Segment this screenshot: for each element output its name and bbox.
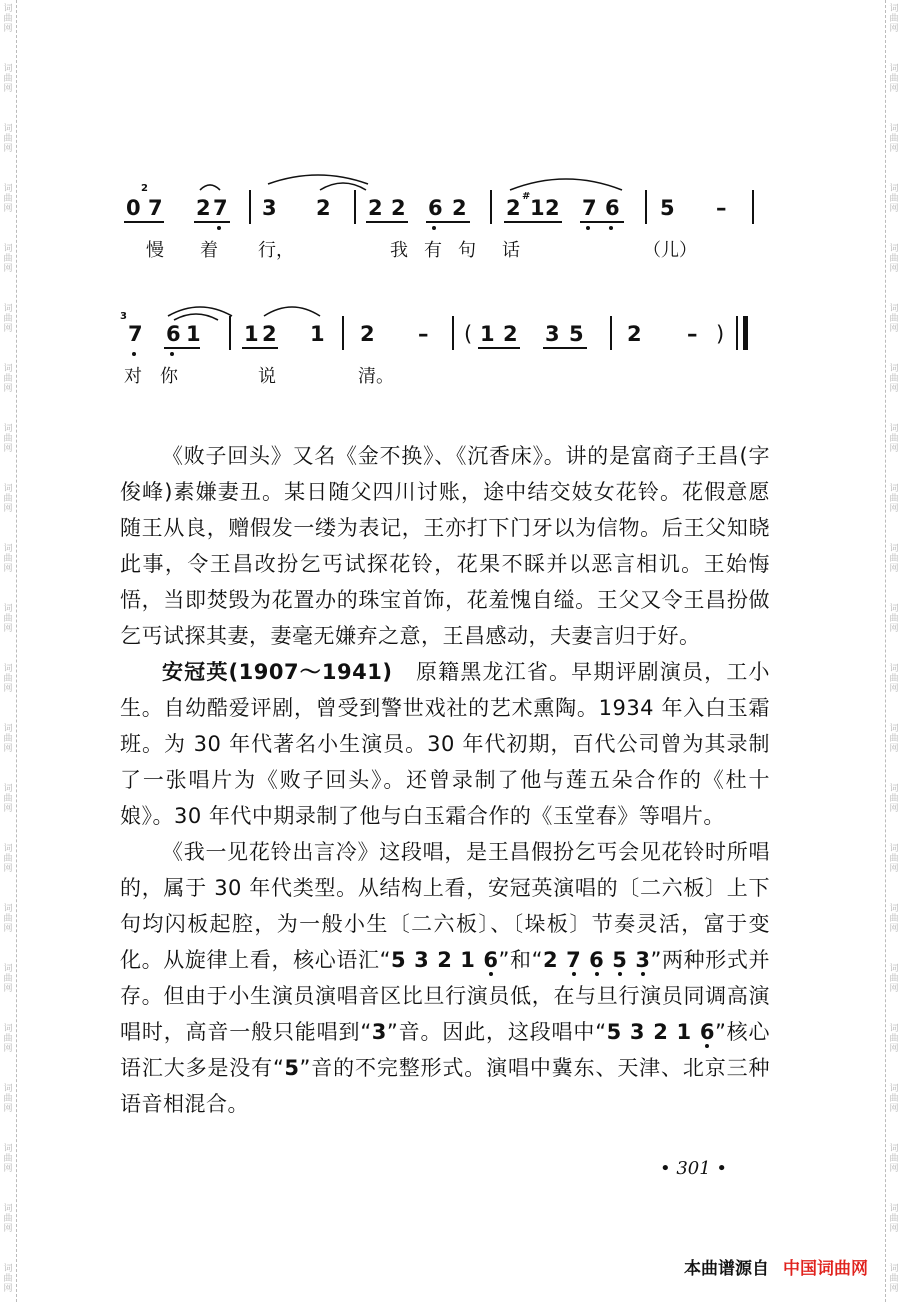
watermark-mark: 词 曲 网 <box>3 604 13 634</box>
watermark-mark: 词 曲 网 <box>889 664 899 694</box>
watermark-mark: 词 曲 网 <box>3 904 13 934</box>
watermark-mark: 词 曲 网 <box>889 184 899 214</box>
source-label: 本曲谱源自 <box>684 1259 769 1279</box>
note: 3 <box>635 948 651 972</box>
note-low <box>566 948 581 972</box>
paragraph-biography <box>120 654 770 834</box>
watermark-mark: 词 曲 网 <box>3 664 13 694</box>
article-body <box>120 438 770 1122</box>
low-dot <box>641 972 645 976</box>
lyric: 你 <box>160 366 178 387</box>
watermark-mark: 词 曲 网 <box>3 1204 13 1234</box>
note: 1 <box>676 1020 692 1044</box>
lyric: 句 <box>458 240 476 261</box>
note-5: 5 <box>284 1056 300 1080</box>
lyric: 有 <box>424 240 442 261</box>
lyric: 着 <box>200 240 218 261</box>
note: 2 <box>653 1020 669 1044</box>
note: 3 <box>629 1020 646 1044</box>
watermark-mark: 词 曲 网 <box>3 244 13 274</box>
note: 7 <box>566 948 582 972</box>
motif-1 <box>391 948 498 972</box>
lyric: （儿） <box>643 240 697 261</box>
motif-1-repeat <box>607 1020 715 1044</box>
analysis-text: ”音的不完整形式。演唱中冀东、天津、北京三种语音相混合。 <box>120 1056 770 1116</box>
note: 5 <box>606 1020 622 1044</box>
watermark-mark: 词 曲 网 <box>3 544 13 574</box>
note-low <box>700 1020 715 1044</box>
watermark-mark: 词 曲 网 <box>3 124 13 154</box>
footer-credit <box>684 1254 868 1279</box>
watermark-mark: 词 曲 网 <box>3 784 13 814</box>
watermark-mark: 词 曲 网 <box>889 1204 899 1234</box>
lyric: 慢 <box>146 240 164 261</box>
watermark-mark: 词 曲 网 <box>3 484 13 514</box>
lyric: 我 <box>390 240 408 261</box>
watermark-mark: 词 曲 网 <box>3 1264 13 1294</box>
watermark-mark: 词 曲 网 <box>889 244 899 274</box>
note: 5 <box>391 948 407 972</box>
motif-2 <box>543 948 650 972</box>
watermark-mark: 词 曲 网 <box>3 424 13 454</box>
watermark-mark: 词 曲 网 <box>889 124 899 154</box>
lyric: 行， <box>258 240 294 261</box>
note: 5 <box>612 948 628 972</box>
watermark-mark: 词 曲 网 <box>889 64 899 94</box>
watermark-mark: 词 曲 网 <box>3 1084 13 1114</box>
note: 3 <box>414 948 430 972</box>
note-low <box>483 948 498 972</box>
watermark-mark: 词 曲 网 <box>889 1024 899 1054</box>
watermark-mark: 词 曲 网 <box>889 484 899 514</box>
low-dot <box>489 972 493 976</box>
analysis-text: 《我一见花铃出言冷》这段唱，是王昌假扮乞丐会见花铃时所唱的，属于 30 年代类型。从结构上看，安冠英演唱的〔二六板〕上下句均闪板起腔，为一般小生〔二六板〕、〔垛板〕节奏灵活，富于变化。从旋律上看，核心语汇“ <box>120 840 770 972</box>
watermark-mark: 词 曲 网 <box>3 4 13 34</box>
watermark-mark: 词 曲 网 <box>3 304 13 334</box>
watermark-mark: 词 曲 网 <box>889 784 899 814</box>
biography-text: 原籍黑龙江省。早期评剧演员，工小生。自幼酷爱评剧，曾受到警世戏社的艺术熏陶。1934 年入白玉霜班。为 30 年代著名小生演员。30 年代初期，百代公司曾为其录制了一张唱片为《败子回头》。还曾录制了他与莲五朵合作的《杜十娘》。30 年代中期录制了他与白玉霜合作的《玉堂春》等唱片。 <box>120 660 771 828</box>
watermark-mark: 词 曲 网 <box>889 424 899 454</box>
watermark-mark: 词 曲 网 <box>889 844 899 874</box>
watermark-mark: 词 曲 网 <box>3 184 13 214</box>
watermark-mark: 词 曲 网 <box>3 1024 13 1054</box>
note: 2 <box>437 948 453 972</box>
note-low <box>612 948 627 972</box>
note-low <box>635 948 650 972</box>
low-dot <box>705 1044 709 1048</box>
score-line-1: 0 2 7 2 7 3 2 2 2 6 2 2 # 1 2 7 6 5 – <box>0 196 902 236</box>
analysis-text: ”和“ <box>498 948 544 972</box>
watermark-mark: 词 曲 网 <box>3 64 13 94</box>
watermark-mark: 词 曲 网 <box>889 4 899 34</box>
note: 1 <box>460 948 476 972</box>
paragraph-story: 《败子回头》又名《金不换》、《沉香床》。讲的是富商子王昌(字俊峰)素嫌妻丑。某日随父四川讨账，途中结交妓女花铃。花假意愿随王从良，赠假发一缕为表记，王亦打下门牙以为信物。后王父知晓此事，令王昌改扮乞丐试探花铃，花果不睬并以恶言相讥。王始悔悟，当即焚毁为花置办的珠宝首饰，花羞愧自缢。王父又令王昌扮做乞丐试探其妻，妻毫无嫌弃之意，王昌感动，夫妻言归于好。 <box>120 444 770 648</box>
low-dot <box>572 972 576 976</box>
watermark-mark: 词 曲 网 <box>3 364 13 394</box>
lyric: 清。 <box>358 366 394 387</box>
watermark-mark: 词 曲 网 <box>889 964 899 994</box>
analysis-text: ”两种形式并存。但由于小生演员演唱音区比旦行演员低，在与旦行演员同调高演唱时，高音一般只能唱到“ <box>120 948 771 1044</box>
note: 6 <box>699 1020 715 1044</box>
note-low <box>589 948 604 972</box>
watermark-mark: 词 曲 网 <box>889 724 899 754</box>
watermark-mark: 词 曲 网 <box>3 844 13 874</box>
analysis-text: ”音。因此，这段唱中“ <box>386 1020 607 1044</box>
low-dot <box>618 972 622 976</box>
watermark-mark: 词 曲 网 <box>889 1144 899 1174</box>
performer-name: 安冠英(1907～1941) <box>162 660 393 684</box>
watermark-mark: 词 曲 网 <box>889 904 899 934</box>
note: 6 <box>589 948 605 972</box>
lyric: 说 <box>258 366 276 387</box>
note: 6 <box>483 948 499 972</box>
score-line-2: 3 7 6 1 1 2 1 2 – ( 1 2 3 5 2 – ) <box>0 322 902 362</box>
note-3: 3 <box>371 1020 387 1044</box>
watermark-mark: 词 曲 网 <box>889 364 899 394</box>
watermark-mark: 词 曲 网 <box>3 1144 13 1174</box>
lyric: 对 <box>124 366 142 387</box>
lyric: 话 <box>502 240 520 261</box>
watermark-mark: 词 曲 网 <box>889 1264 899 1294</box>
analysis-text: ”核心语汇大多是没有“ <box>120 1020 771 1080</box>
watermark-mark: 词 曲 网 <box>889 604 899 634</box>
watermark-mark: 词 曲 网 <box>889 544 899 574</box>
page-number: • 301 • <box>660 1158 728 1179</box>
site-link[interactable]: 中国词曲网 <box>783 1259 868 1279</box>
watermark-mark: 词 曲 网 <box>889 1084 899 1114</box>
watermark-mark: 词 曲 网 <box>3 964 13 994</box>
watermark-mark: 词 曲 网 <box>889 304 899 334</box>
paragraph-analysis <box>120 834 770 1122</box>
note: 2 <box>543 948 559 972</box>
low-dot <box>595 972 599 976</box>
watermark-mark: 词 曲 网 <box>3 724 13 754</box>
